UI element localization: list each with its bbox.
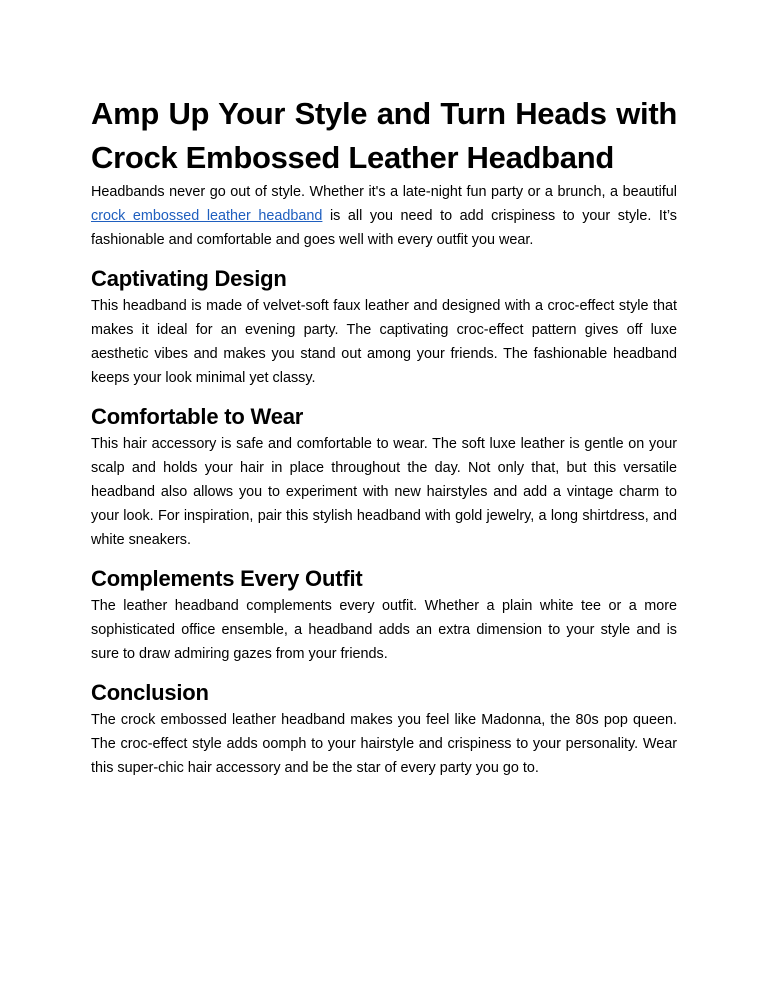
intro-text-after: is all you need to add crispiness to your style. It’s fashionable and comfortable and goes well with every outfit you wear. [91, 208, 678, 248]
intro-text-before: Headbands never go out of style. Whether it's a late-night fun party or a brunch, a beautiful [91, 184, 677, 200]
document-page [91, 92, 677, 780]
article-title: Amp Up Your Style and Turn Heads with Crock Embossed Leather Headband [91, 96, 677, 175]
section-conclusion [91, 678, 677, 780]
section-heading: Comfortable to Wear [91, 404, 304, 429]
section-heading: Conclusion [91, 680, 209, 705]
section-body: The leather headband complements every outfit. Whether a plain white tee or a more sophisticated office ensemble, a headband adds an extra dimension to your style and is sure to draw admiring gazes from your friends. [91, 598, 677, 662]
section-heading: Captivating Design [91, 266, 287, 291]
section-body: This hair accessory is safe and comfortable to wear. The soft luxe leather is gentle on your scalp and holds your hair in place throughout the day. Not only that, but this versatile headband also allows you to experiment with new hairstyles and add a vintage charm to your look. For inspiration, pair this stylish headband with gold jewelry, a long shirtdress, and white sneakers. [91, 436, 677, 548]
headband-product-link[interactable]: crock embossed leather headband [91, 208, 323, 224]
section-body: The crock embossed leather headband makes you feel like Madonna, the 80s pop queen. The croc-effect style adds oomph to your hairstyle and crispiness to your personality. Wear this super-chic hair accessory and be the star of every party you go to. [91, 712, 677, 776]
section-body: This headband is made of velvet-soft faux leather and designed with a croc-effect style that makes it ideal for an evening party. The captivating croc-effect pattern gives off luxe aesthetic vibes and makes you stand out among your friends. The fashionable headband keeps your look minimal yet classy. [91, 298, 677, 386]
section-heading: Complements Every Outfit [91, 566, 363, 591]
section-captivating-design [91, 264, 677, 390]
section-complements-every-outfit [91, 564, 677, 666]
intro-paragraph [91, 180, 677, 252]
section-comfortable-to-wear [91, 402, 677, 552]
